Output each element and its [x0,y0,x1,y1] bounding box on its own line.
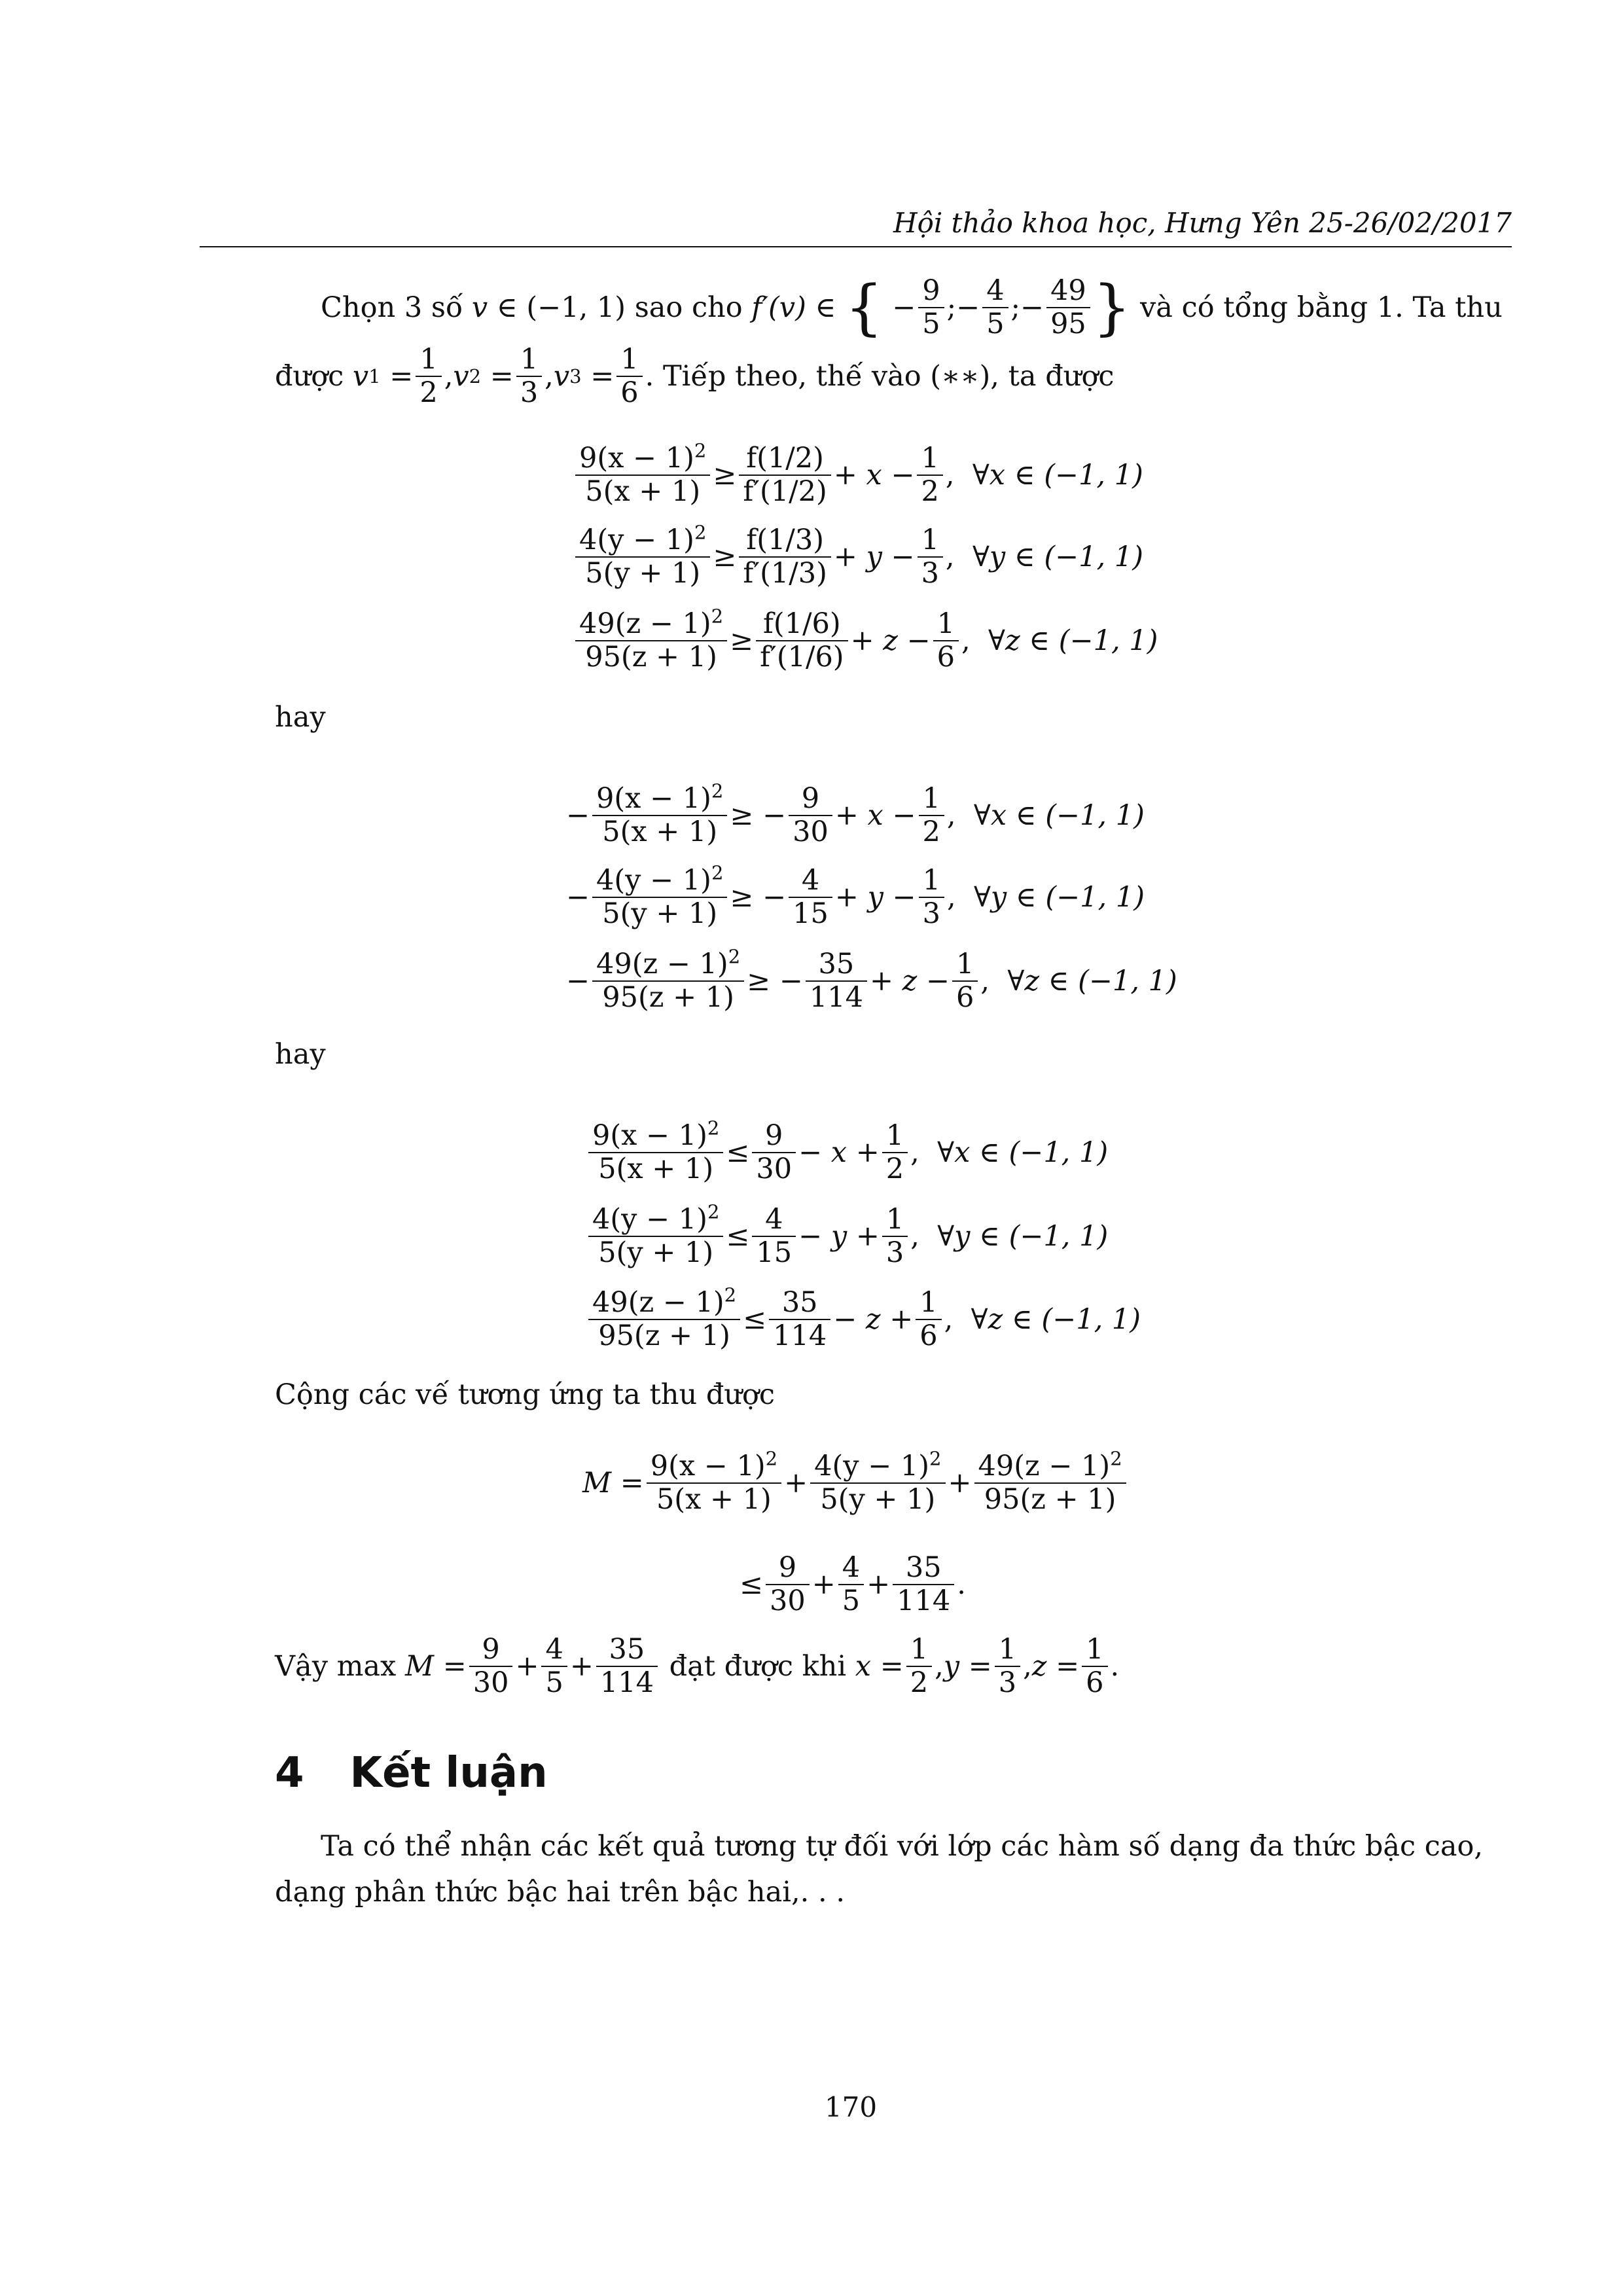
ineq-row-1: $\frac{9(x - 1)^2}{5(x + 1)}$ ≤ $\frac{9}{30}$ − x + $\frac{1}{2}$ , ∀x ∈ (−1, 1) [586,1113,1108,1193]
ineq-row-3: $\frac{49(z - 1)^2}{95(z + 1)}$ ≤ $\frac{35}{114}$ − z + $\frac{1}{6}$ , ∀z ∈ (−1, 1) [586,1280,1141,1359]
const-fraction: $\frac{1}{6}$ [952,948,978,1014]
max-conclusion: Vậy max M = $\frac{9}{30}$ + $\frac{4}{5}$ + $\frac{35}{114}$ đạt được khi x = $\frac{1}{2}$ , y = $\frac{1}{3}$ , z = $\frac{1}{6}$ . [275,1632,1120,1699]
intro-text-4: . Tiếp theo, thế vào (∗∗), ta được [645,359,1115,393]
intro-text-2: và có tổng bằng 1. Ta thu [1140,291,1503,324]
interval: (−1, 1) [526,291,626,324]
semicolon: ; [1010,291,1021,324]
ineq-row-2: $\frac{4(y - 1)^2}{5(y + 1)}$ ≤ $\frac{4}{15}$ − y + $\frac{1}{3}$ , ∀y ∈ (−1, 1) [586,1196,1108,1276]
const-fraction: $\frac{1}{2}$ [919,783,944,849]
in-symbol: ∈ [496,291,518,324]
rhs-fraction: $\frac{f(1/3)}{f'(1/3)}$ [739,524,830,590]
ineq-row-1: − $\frac{9(x - 1)^2}{5(x + 1)}$ ≥ − $\frac{9}{30}$ + x − $\frac{1}{2}$ , ∀x ∈ (−1, 1) [566,780,1145,848]
such-that: sao cho [634,291,743,324]
lhs-fraction: $\frac{9(x - 1)^2}{5(x + 1)}$ [575,442,710,509]
lhs-fraction: $\frac{4(y - 1)^2}{5(y + 1)}$ [588,1204,723,1270]
k-fraction: $\frac{9}{30}$ [752,1120,796,1186]
final-line-2: dạng phân thức bậc hai trên bậc hai,. . . [275,1876,846,1909]
k-fraction: $\frac{4}{15}$ [752,1204,796,1270]
var-m: M [582,1467,612,1499]
lhs-fraction: $\frac{4(y - 1)^2}{5(y + 1)}$ [575,524,710,590]
minus: − [1020,291,1044,324]
k-fraction: $\frac{35}{114}$ [806,948,867,1014]
const-fraction: $\frac{1}{3}$ [882,1204,908,1270]
lhs-fraction: $\frac{49(z - 1)^2}{95(z + 1)}$ [592,948,744,1014]
bound-35-114: $\frac{35}{114}$ [893,1552,954,1618]
lhs-fraction: $\frac{9(x - 1)^2}{5(x + 1)}$ [588,1120,723,1186]
hay-2: hay [275,1038,326,1071]
right-brace: } [1092,272,1132,342]
frac-4-5: $\frac{4}{5}$ [982,275,1008,341]
intro-text-3: được [275,359,344,393]
frac-9-5: $\frac{9}{5}$ [918,275,944,341]
bound-9-30: $\frac{9}{30}$ [766,1552,810,1618]
const-fraction: $\frac{1}{3}$ [918,524,943,590]
rhs-fraction: $\frac{f(1/2)}{f'(1/2)}$ [739,442,830,509]
ineq-row-2: $\frac{4(y - 1)^2}{5(y + 1)}$ ≥ $\frac{f(1/3)}{f'(1/3)}$ + y − $\frac{1}{3}$ , ∀y ∈ (−1, 1) [573,517,1143,597]
minus: − [956,291,980,324]
f-prime-v: f′(v) [751,291,806,324]
bound-4-5: $\frac{4}{5}$ [838,1552,864,1618]
hay-1: hay [275,701,326,734]
frac-1-6: $\frac{1}{6}$ [616,344,642,410]
ineq-row-3: − $\frac{49(z - 1)^2}{95(z + 1)}$ ≥ − $\frac{35}{114}$ + z − $\frac{1}{6}$ , ∀z ∈ (−1, 1) [566,945,1177,1014]
section-number: 4 [275,1749,304,1797]
m-equation: M = $\frac{9(x - 1)^2}{5(x + 1)}$ + $\frac{4(y - 1)^2}{5(y + 1)}$ + $\frac{49(z - 1)^2}{95(z + 1)}$ [582,1443,1129,1523]
left-brace: { [845,272,883,342]
semicolon: ; [946,291,957,324]
in-symbol: ∈ [815,291,836,324]
section-heading [275,1749,548,1797]
k-fraction: $\frac{4}{15}$ [789,865,832,931]
m-term-1: $\frac{9(x - 1)^2}{5(x + 1)}$ [647,1450,781,1516]
intro-line-1 [321,272,1503,344]
sum-text: Cộng các vế tương ứng ta thu được [275,1378,776,1411]
const-fraction: $\frac{1}{6}$ [916,1287,941,1353]
frac-49-95: $\frac{49}{95}$ [1046,275,1090,341]
intro-text: Chọn 3 số [321,291,463,324]
header-text: Hội thảo khoa học, Hưng Yên 25-26/02/2017 [893,207,1512,239]
running-header [200,203,1512,247]
frac-1-2: $\frac{1}{2}$ [416,344,441,410]
const-fraction: $\frac{1}{2}$ [917,442,942,509]
rhs-fraction: $\frac{f(1/6)}{f'(1/6)}$ [756,608,847,674]
ineq-row-3: $\frac{49(z - 1)^2}{95(z + 1)}$ ≥ $\frac{f(1/6)}{f'(1/6)}$ + z − $\frac{1}{6}$ , ∀z ∈ (−1, 1) [573,601,1158,681]
intro-line-2: được v 1 = $\frac{1}{2}$ , v 2 = $\frac{1}{3}$ , v 3 = $\frac{1}{6}$ . Tiếp theo, thế vào (∗∗), ta được [275,342,1115,409]
lhs-fraction: $\frac{49(z - 1)^2}{95(z + 1)}$ [575,608,727,674]
k-fraction: $\frac{35}{114}$ [769,1287,830,1353]
frac-1-3: $\frac{1}{3}$ [516,344,542,410]
const-fraction: $\frac{1}{6}$ [933,608,959,674]
const-fraction: $\frac{1}{3}$ [919,865,944,931]
lhs-fraction: $\frac{49(z - 1)^2}{95(z + 1)}$ [588,1287,740,1353]
lhs-fraction: $\frac{4(y - 1)^2}{5(y + 1)}$ [592,865,727,931]
lhs-fraction: $\frac{9(x - 1)^2}{5(x + 1)}$ [592,783,727,849]
m-term-2: $\frac{4(y - 1)^2}{5(y + 1)}$ [810,1450,945,1516]
page-number: 170 [824,2091,878,2123]
m-term-3: $\frac{49(z - 1)^2}{95(z + 1)}$ [974,1450,1126,1516]
var-v: v [471,291,488,324]
ineq-row-2: − $\frac{4(y - 1)^2}{5(y + 1)}$ ≥ − $\frac{4}{15}$ + y − $\frac{1}{3}$ , ∀y ∈ (−1, 1) [566,861,1145,930]
final-line-1: Ta có thể nhận các kết quả tương tự đối với lớp các hàm số dạng đa thức bậc cao, [321,1830,1484,1863]
minus: − [892,291,916,324]
k-fraction: $\frac{9}{30}$ [789,783,832,849]
section-title: Kết luận [349,1749,548,1797]
const-fraction: $\frac{1}{2}$ [882,1120,908,1186]
ineq-row-1: $\frac{9(x - 1)^2}{5(x + 1)}$ ≥ $\frac{f(1/2)}{f'(1/2)}$ + x − $\frac{1}{2}$ , ∀x ∈ (−1, 1) [573,435,1143,515]
m-bound: ≤ $\frac{9}{30}$ + $\frac{4}{5}$ + $\frac{35}{114}$ . [740,1551,966,1617]
